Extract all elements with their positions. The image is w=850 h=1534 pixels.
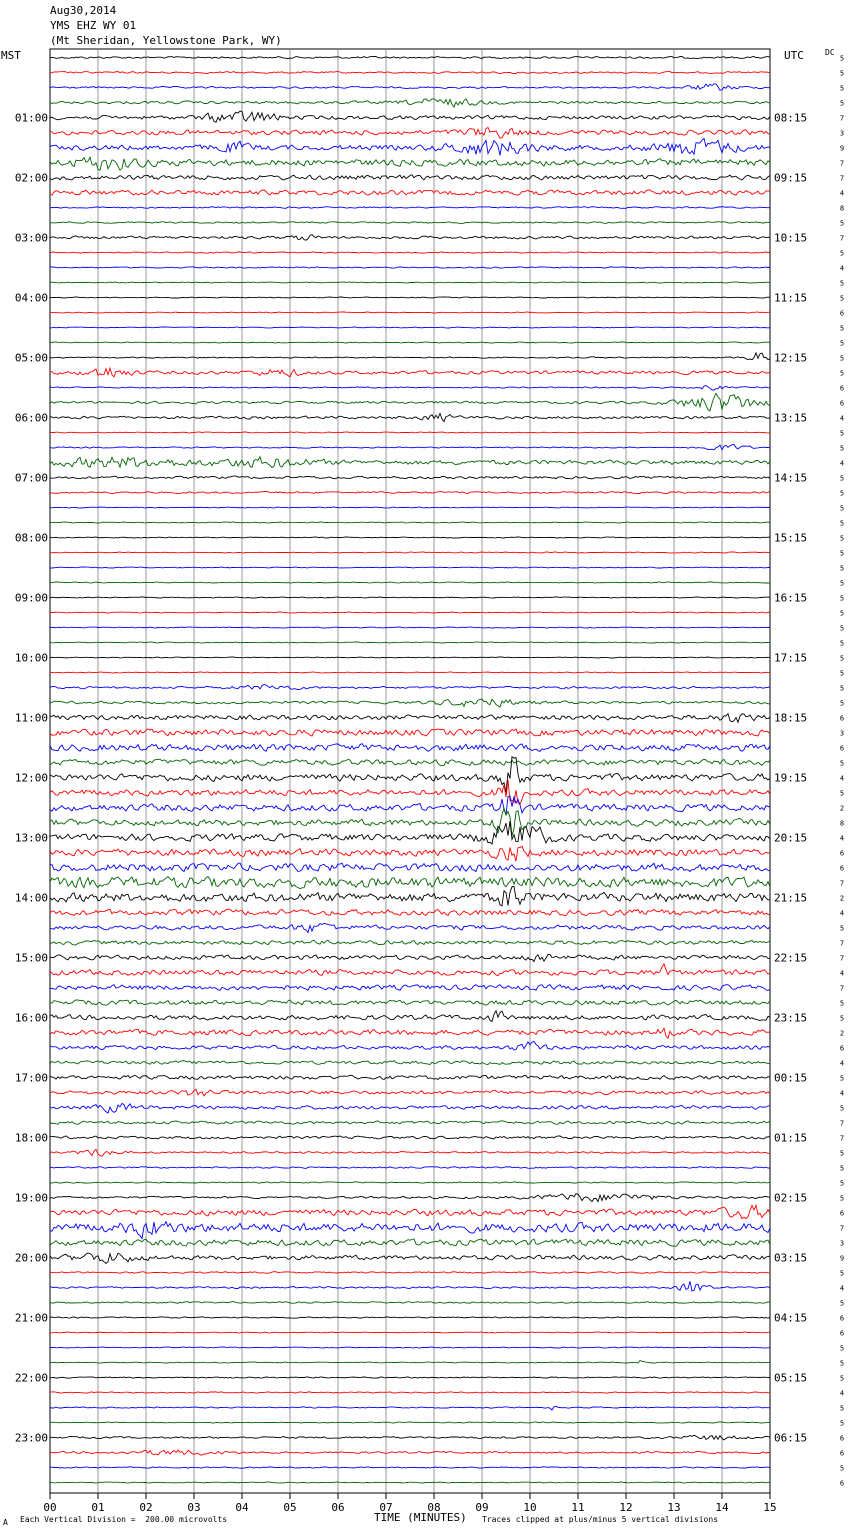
utc-hour-label: 19:15 xyxy=(774,771,808,785)
trace-row xyxy=(50,1089,770,1096)
dc-offset: 5 xyxy=(839,1374,845,1383)
trace-row xyxy=(50,985,770,991)
utc-hour-label: 06:15 xyxy=(774,1431,808,1445)
mst-hour-label: 08:00 xyxy=(14,531,48,545)
x-tick-label: 15 xyxy=(763,1501,777,1514)
mst-hour-label: 12:00 xyxy=(14,771,48,785)
trace-row xyxy=(50,597,770,598)
dc-offset: 8 xyxy=(839,819,845,828)
dc-offset: 7 xyxy=(839,879,845,888)
x-tick-label: 13 xyxy=(667,1501,681,1514)
trace-row xyxy=(50,1347,770,1348)
utc-hour-label: 17:15 xyxy=(774,651,808,665)
dc-offset: 6 xyxy=(839,1209,845,1218)
trace-row xyxy=(50,1061,770,1065)
dc-offset: 7 xyxy=(839,1224,845,1233)
trace-row xyxy=(50,445,770,450)
dc-offset: 5 xyxy=(839,699,845,708)
utc-hour-label: 02:15 xyxy=(774,1191,808,1205)
mst-hour-label: 06:00 xyxy=(14,411,48,425)
dc-offset: 5 xyxy=(839,84,845,93)
utc-hour-label: 10:15 xyxy=(774,231,808,245)
dc-offset: 5 xyxy=(839,1344,845,1353)
dc-offset: 2 xyxy=(839,804,845,813)
dc-offset: 4 xyxy=(839,1389,845,1398)
trace-row xyxy=(50,342,770,343)
dc-offset: 5 xyxy=(839,1194,845,1203)
trace-row xyxy=(50,699,770,707)
dc-offset: 5 xyxy=(839,519,845,528)
mst-hour-label: 22:00 xyxy=(14,1371,48,1385)
trace-row xyxy=(50,1467,770,1468)
trace-row xyxy=(50,1406,770,1410)
trace-row xyxy=(50,1205,770,1218)
utc-hour-label: 09:15 xyxy=(774,171,808,185)
trace-row xyxy=(50,252,770,253)
station-id: YMS EHZ WY 01 xyxy=(50,19,137,32)
mst-hour-label: 23:00 xyxy=(14,1431,48,1445)
mst-hour-label: 04:00 xyxy=(14,291,48,305)
utc-hour-label: 03:15 xyxy=(774,1251,808,1265)
dc-offset: 5 xyxy=(839,1299,845,1308)
trace-row xyxy=(50,757,770,793)
trace-row xyxy=(50,353,770,360)
trace-row xyxy=(50,863,770,872)
grid-lines xyxy=(50,49,770,1499)
trace-row xyxy=(50,537,770,538)
trace-row xyxy=(50,846,770,861)
trace-row xyxy=(50,1482,770,1483)
dc-offset: 3 xyxy=(839,729,845,738)
dc-offset: 5 xyxy=(839,1269,845,1278)
utc-hour-label: 11:15 xyxy=(774,291,808,305)
dc-offset: 7 xyxy=(839,174,845,183)
trace-row xyxy=(50,909,770,916)
dc-offset: 4 xyxy=(839,1284,845,1293)
trace-row xyxy=(50,1302,770,1304)
x-tick-label: 11 xyxy=(571,1501,585,1514)
x-tick-label: 12 xyxy=(619,1501,633,1514)
trace-row xyxy=(50,138,770,155)
plot-date: Aug30,2014 xyxy=(50,4,117,17)
trace-row xyxy=(50,642,770,643)
dc-offset: 5 xyxy=(839,324,845,333)
trace-row xyxy=(50,1422,770,1423)
dc-offset: 5 xyxy=(839,1179,845,1188)
dc-offset: 2 xyxy=(839,1029,845,1038)
trace-row xyxy=(50,1194,770,1202)
dc-offset: 5 xyxy=(839,474,845,483)
dc-offset: 5 xyxy=(839,609,845,618)
mst-label: MST xyxy=(1,49,21,62)
dc-offset: 5 xyxy=(839,759,845,768)
mst-hour-label: 15:00 xyxy=(14,951,48,965)
mst-hour-label: 01:00 xyxy=(14,111,48,125)
trace-row xyxy=(50,1011,770,1022)
dc-offset: 7 xyxy=(839,1134,845,1143)
x-tick-label: 08 xyxy=(427,1501,441,1514)
dc-offset: 4 xyxy=(839,189,845,198)
mst-hour-label: 20:00 xyxy=(14,1251,48,1265)
trace-row xyxy=(50,1041,770,1050)
trace-row xyxy=(50,84,770,90)
trace-row xyxy=(50,729,770,736)
trace-row xyxy=(50,1222,770,1239)
station-location: (Mt Sheridan, Yellowstone Park, WY) xyxy=(50,34,282,47)
mst-hour-label: 17:00 xyxy=(14,1071,48,1085)
trace-row xyxy=(50,1253,770,1263)
trace-row xyxy=(50,368,770,377)
dc-offset: 5 xyxy=(839,624,845,633)
x-tick-label: 03 xyxy=(187,1501,201,1514)
trace-row xyxy=(50,685,770,690)
dc-offset: 5 xyxy=(839,924,845,933)
mst-hour-label: 14:00 xyxy=(14,891,48,905)
utc-hour-label: 04:15 xyxy=(774,1311,808,1325)
trace-row xyxy=(50,1239,770,1246)
mst-hour-label: 07:00 xyxy=(14,471,48,485)
trace-row xyxy=(50,393,770,410)
dc-offset: 3 xyxy=(839,1239,845,1248)
trace-row xyxy=(50,190,770,195)
dc-offset: 5 xyxy=(839,354,845,363)
dc-offset: 5 xyxy=(839,249,845,258)
trace-row xyxy=(50,207,770,209)
trace-row xyxy=(50,432,770,433)
dc-offset: 5 xyxy=(839,789,845,798)
utc-hour-label: 14:15 xyxy=(774,471,808,485)
x-tick-label: 00 xyxy=(43,1501,57,1514)
dc-label: DC xyxy=(825,48,835,57)
mst-hour-label: 19:00 xyxy=(14,1191,48,1205)
mst-hour-label: 09:00 xyxy=(14,591,48,605)
dc-offset: 7 xyxy=(839,159,845,168)
trace-row xyxy=(50,1075,770,1079)
trace-row xyxy=(50,235,770,241)
x-tick-label: 02 xyxy=(139,1501,153,1514)
dc-offset: 6 xyxy=(839,1449,845,1458)
dc-offset: 5 xyxy=(839,1164,845,1173)
trace-row xyxy=(50,222,770,224)
dc-offset: 6 xyxy=(839,864,845,873)
dc-offset: 6 xyxy=(839,1434,845,1443)
dc-offset: 5 xyxy=(839,294,845,303)
dc-offset: 5 xyxy=(839,339,845,348)
dc-offset: 5 xyxy=(839,564,845,573)
trace-row xyxy=(50,1392,770,1393)
trace-row xyxy=(50,157,770,170)
dc-offset: 5 xyxy=(839,504,845,513)
dc-offset: 5 xyxy=(839,1014,845,1023)
mst-hour-label: 13:00 xyxy=(14,831,48,845)
dc-offset: 5 xyxy=(839,1359,845,1368)
mst-hour-label: 10:00 xyxy=(14,651,48,665)
trace-row xyxy=(50,744,770,752)
dc-offset: 4 xyxy=(839,264,845,273)
trace-row xyxy=(50,1000,770,1005)
dc-offset: 4 xyxy=(839,414,845,423)
mst-hour-label: 18:00 xyxy=(14,1131,48,1145)
trace-row xyxy=(50,72,770,74)
trace-row xyxy=(50,940,770,945)
dc-offset: 6 xyxy=(839,1479,845,1488)
dc-offset: 8 xyxy=(839,204,845,213)
dc-offset: 7 xyxy=(839,1119,845,1128)
trace-row xyxy=(50,1103,770,1113)
dc-offset: 5 xyxy=(839,54,845,63)
trace-row xyxy=(50,1435,770,1440)
utc-hour-label: 22:15 xyxy=(774,951,808,965)
plot-frame xyxy=(50,49,770,1493)
trace-row xyxy=(50,672,770,673)
trace-row xyxy=(50,1450,770,1455)
dc-offset: 5 xyxy=(839,444,845,453)
dc-offset: 5 xyxy=(839,579,845,588)
dc-offset: 6 xyxy=(839,1044,845,1053)
trace-row xyxy=(50,111,770,122)
trace-row xyxy=(50,887,770,906)
mst-hour-label: 21:00 xyxy=(14,1311,48,1325)
trace-row xyxy=(50,57,770,59)
utc-label: UTC xyxy=(784,49,804,62)
x-tick-label: 09 xyxy=(475,1501,489,1514)
trace-row xyxy=(50,267,770,268)
trace-row xyxy=(50,99,770,107)
seismic-traces xyxy=(50,57,770,1484)
dc-offset: 4 xyxy=(839,459,845,468)
dc-offset: 5 xyxy=(839,684,845,693)
dc-offset: 5 xyxy=(839,1149,845,1158)
dc-offset: 6 xyxy=(839,399,845,408)
utc-hour-label: 21:15 xyxy=(774,891,808,905)
trace-row xyxy=(50,297,770,298)
dc-offset: 5 xyxy=(839,549,845,558)
utc-hour-label: 13:15 xyxy=(774,411,808,425)
trace-row xyxy=(50,327,770,328)
dc-offset: 5 xyxy=(839,369,845,378)
trace-row xyxy=(50,282,770,283)
trace-row xyxy=(50,627,770,628)
dc-offset: 5 xyxy=(839,489,845,498)
trace-row xyxy=(50,476,770,479)
dc-offset: 9 xyxy=(839,144,845,153)
trace-row xyxy=(50,507,770,508)
x-tick-label: 01 xyxy=(91,1501,105,1514)
utc-hour-label: 18:15 xyxy=(774,711,808,725)
dc-offset: 5 xyxy=(839,1104,845,1113)
trace-row xyxy=(50,1167,770,1169)
x-tick-label: 07 xyxy=(379,1501,393,1514)
utc-hour-label: 15:15 xyxy=(774,531,808,545)
dc-offset: 4 xyxy=(839,1059,845,1068)
dc-offset: 7 xyxy=(839,984,845,993)
trace-row xyxy=(50,1182,770,1183)
trace-row xyxy=(50,1317,770,1318)
x-axis-title: TIME (MINUTES) xyxy=(374,1511,467,1524)
dc-offset: 4 xyxy=(839,909,845,918)
trace-row xyxy=(50,457,770,468)
trace-row xyxy=(50,1149,770,1156)
dc-offset: 5 xyxy=(839,1419,845,1428)
dc-offset: 5 xyxy=(839,1404,845,1413)
trace-row xyxy=(50,414,770,422)
mst-hour-label: 03:00 xyxy=(14,231,48,245)
dc-offset: 5 xyxy=(839,669,845,678)
trace-row xyxy=(50,1136,770,1139)
dc-offset: 5 xyxy=(839,99,845,108)
x-tick-label: 10 xyxy=(523,1501,537,1514)
trace-row xyxy=(50,492,770,494)
dc-offset: 6 xyxy=(839,384,845,393)
trace-row xyxy=(50,780,770,805)
dc-offset: 5 xyxy=(839,594,845,603)
trace-row xyxy=(50,955,770,962)
trace-row xyxy=(50,612,770,613)
trace-row xyxy=(50,312,770,313)
dc-offset: 6 xyxy=(839,714,845,723)
trace-row xyxy=(50,1121,770,1124)
trace-row xyxy=(50,923,770,932)
dc-offset: 9 xyxy=(839,1254,845,1263)
scale-note: Each Vertical Division = 200.00 microvolts xyxy=(20,1515,228,1524)
utc-hour-label: 20:15 xyxy=(774,831,808,845)
dc-offset: 2 xyxy=(839,894,845,903)
dc-offset: 5 xyxy=(839,1074,845,1083)
utc-hour-label: 05:15 xyxy=(774,1371,808,1385)
trace-row xyxy=(50,964,770,976)
trace-row xyxy=(50,552,770,553)
dc-offset: 4 xyxy=(839,969,845,978)
trace-row xyxy=(50,877,770,889)
trace-row xyxy=(50,1377,770,1378)
utc-hour-label: 08:15 xyxy=(774,111,808,125)
trace-row xyxy=(50,808,770,836)
utc-hour-label: 16:15 xyxy=(774,591,808,605)
trace-row xyxy=(50,1028,770,1038)
trace-row xyxy=(50,1272,770,1274)
x-tick-label: 06 xyxy=(331,1501,345,1514)
clip-note: Traces clipped at plus/minus 5 vertical divisions xyxy=(482,1515,719,1524)
utc-hour-label: 01:15 xyxy=(774,1131,808,1145)
dc-offset: 3 xyxy=(839,129,845,138)
dc-offset: 5 xyxy=(839,534,845,543)
dc-offset: 4 xyxy=(839,774,845,783)
trace-row xyxy=(50,175,770,180)
dc-offset: 4 xyxy=(839,1089,845,1098)
mst-hour-label: 16:00 xyxy=(14,1011,48,1025)
dc-offset: 5 xyxy=(839,654,845,663)
trace-row xyxy=(50,522,770,523)
dc-offset: 7 xyxy=(839,954,845,963)
dc-offset: 6 xyxy=(839,1314,845,1323)
mst-hour-label: 05:00 xyxy=(14,351,48,365)
dc-offset: 7 xyxy=(839,234,845,243)
mst-hour-label: 11:00 xyxy=(14,711,48,725)
trace-row xyxy=(50,582,770,583)
dc-offset: 6 xyxy=(839,744,845,753)
axis-labels xyxy=(15,55,844,1515)
mst-hour-label: 02:00 xyxy=(14,171,48,185)
x-tick-label: 14 xyxy=(715,1501,729,1514)
utc-hour-label: 23:15 xyxy=(774,1011,808,1025)
trace-row xyxy=(50,128,770,139)
trace-row xyxy=(50,657,770,658)
dc-offset: 6 xyxy=(839,309,845,318)
dc-offset: 5 xyxy=(839,69,845,78)
corner-mark: A xyxy=(3,1518,8,1527)
trace-row xyxy=(50,567,770,568)
trace-row xyxy=(50,796,770,815)
dc-offset: 7 xyxy=(839,114,845,123)
trace-row xyxy=(50,759,770,766)
trace-row xyxy=(50,1360,770,1363)
dc-offset: 6 xyxy=(839,1329,845,1338)
dc-offset: 5 xyxy=(839,999,845,1008)
dc-offset: 5 xyxy=(839,639,845,648)
trace-row xyxy=(50,1332,770,1333)
x-tick-label: 04 xyxy=(235,1501,249,1514)
x-tick-label: 05 xyxy=(283,1501,297,1514)
dc-offset: 5 xyxy=(839,219,845,228)
dc-offset: 7 xyxy=(839,939,845,948)
trace-row xyxy=(50,386,770,390)
trace-row xyxy=(50,1281,770,1291)
dc-offset: 5 xyxy=(839,1464,845,1473)
dc-offset: 4 xyxy=(839,834,845,843)
trace-row xyxy=(50,714,770,723)
utc-hour-label: 12:15 xyxy=(774,351,808,365)
dc-offset: 5 xyxy=(839,429,845,438)
dc-offset: 6 xyxy=(839,849,845,858)
utc-hour-label: 00:15 xyxy=(774,1071,808,1085)
dc-offset: 5 xyxy=(839,279,845,288)
